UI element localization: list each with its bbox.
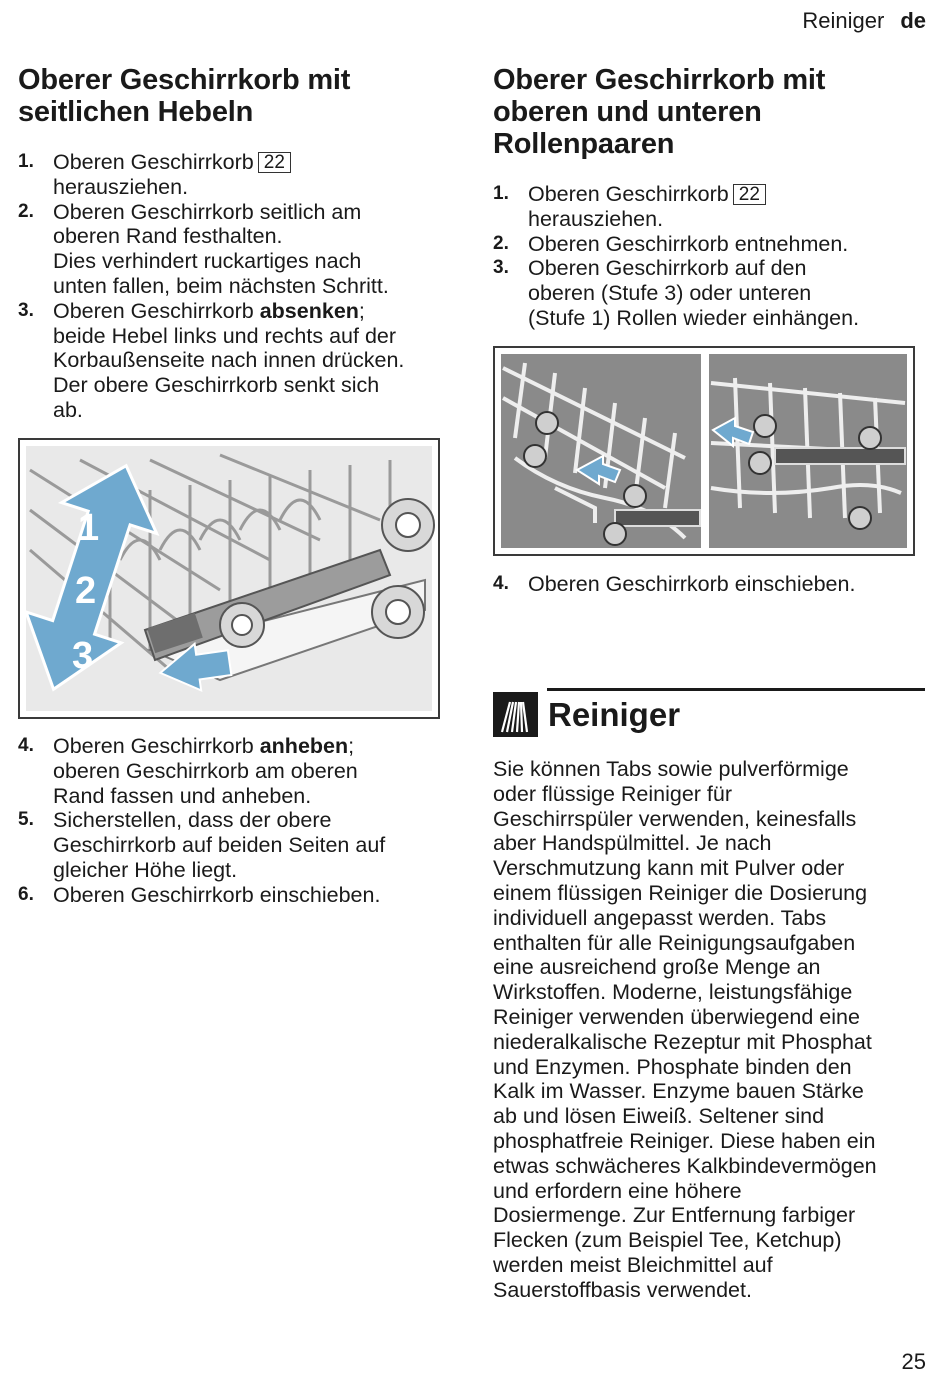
step-number: 3.: [493, 257, 509, 279]
para-line: eine ausreichend große Menge an: [493, 955, 821, 980]
para-line: ab und lösen Eiweiß. Seltener sind: [493, 1104, 825, 1129]
step-item: [18, 150, 458, 200]
step-line: herausziehen.: [528, 206, 664, 231]
step-line: (Stufe 1) Rollen wieder einhängen.: [528, 305, 860, 330]
step-line: Oberen Geschirrkorb einschieben.: [53, 882, 381, 907]
arrow-label: 2: [75, 570, 97, 612]
lever-basket-illustration: [20, 440, 438, 717]
step-number: 4.: [493, 573, 509, 594]
para-line: oder flüssige Reiniger für: [493, 781, 733, 806]
reiniger-title: Reiniger: [548, 696, 681, 733]
step-line: oberen (Stufe 3) oder unteren: [528, 281, 812, 306]
step-item: [493, 182, 933, 232]
right-title-line: Oberer Geschirrkorb mit: [493, 64, 826, 96]
left-title: [18, 64, 350, 128]
step-line: oberen Geschirrkorb am oberen: [53, 758, 358, 783]
step-line: ab.: [53, 397, 83, 422]
step-line: oberen Rand festhalten.: [53, 224, 283, 249]
step-number: 1.: [493, 183, 509, 204]
right-title-line: oberen und unteren: [493, 96, 762, 128]
step-item: [493, 572, 933, 597]
header-section: Reiniger: [802, 8, 885, 33]
para-line: und erfordern eine höhere: [493, 1178, 742, 1203]
step-line: herausziehen.: [53, 174, 189, 199]
step-text-bold: anheben: [259, 734, 349, 758]
para-line: individuell angepasst werden. Tabs: [493, 905, 827, 930]
step-line: Geschirrkorb auf beiden Seiten auf: [53, 833, 386, 858]
para-line: etwas schwächeres Kalkbindevermögen: [493, 1153, 877, 1178]
step-line: Korbaußenseite nach innen drücken.: [53, 348, 405, 373]
para-line: Reiniger verwenden überwiegend eine: [493, 1004, 860, 1029]
step-line: Oberen Geschirrkorb: [528, 182, 729, 206]
arrow-label: 1: [78, 507, 100, 549]
right-title: [493, 64, 825, 160]
reiniger-paragraph: [493, 757, 928, 1303]
para-line: Sauerstoffbasis verwendet.: [493, 1277, 752, 1302]
left-steps-b: [18, 734, 458, 908]
reference-box: 22: [258, 152, 291, 173]
step-line: gleicher Höhe liegt.: [53, 857, 238, 882]
roller-basket-figure: [493, 346, 915, 556]
step-text-post: ;: [358, 298, 365, 323]
left-steps-a: [18, 150, 458, 423]
left-title-line: Oberer Geschirrkorb mit: [18, 64, 351, 96]
step-number: 2.: [18, 200, 34, 222]
para-line: enthalten für alle Reinigungsaufgaben: [493, 930, 856, 955]
para-line: Wirkstoffen. Moderne, leistungsfähige: [493, 980, 853, 1005]
step-text-bold: absenken: [259, 298, 359, 323]
step-text-post: ;: [348, 734, 355, 758]
roller-basket-photos: [495, 348, 913, 554]
page-number: 25: [901, 1349, 926, 1374]
step-item: [493, 256, 933, 330]
step-line: Oberen Geschirrkorb entnehmen.: [528, 231, 849, 256]
para-line: Kalk im Wasser. Enzyme bauen Stärke: [493, 1079, 864, 1104]
right-steps-b: [493, 572, 933, 597]
step-number: 3.: [18, 299, 34, 321]
step-line: Oberen Geschirrkorb seitlich am: [53, 199, 362, 224]
right-title-line: Rollenpaaren: [493, 128, 675, 160]
para-line: werden meist Bleichmittel auf: [493, 1252, 773, 1277]
para-line: Dosiermenge. Zur Entfernung farbiger: [493, 1203, 856, 1228]
para-line: niederalkalische Rezeptur mit Phosphat: [493, 1029, 872, 1054]
heading-rule: [547, 688, 925, 691]
step-number: 2.: [493, 232, 509, 254]
step-item: [18, 808, 458, 882]
step-line: Oberen Geschirrkorb einschieben.: [528, 572, 856, 596]
reference-box: 22: [733, 184, 766, 205]
step-line: Oberen Geschirrkorb: [53, 150, 254, 174]
lever-basket-figure: [18, 438, 440, 719]
step-item: [493, 232, 933, 257]
right-steps-a: [493, 182, 933, 331]
para-line: Sie können Tabs sowie pulverförmige: [493, 757, 849, 781]
step-number: 1.: [18, 151, 34, 172]
step-number: 4.: [18, 735, 34, 756]
header-lang: de: [900, 8, 926, 33]
left-title-line: seitlichen Hebeln: [18, 96, 254, 128]
step-line: Dies verhindert ruckartiges nach: [53, 249, 362, 274]
step-line: Rand fassen und anheben.: [53, 783, 312, 808]
step-item: [18, 200, 458, 299]
step-item: [18, 299, 458, 423]
para-line: und Enzymen. Phosphate binden den: [493, 1054, 852, 1079]
step-text-pre: Oberen Geschirrkorb: [53, 734, 260, 758]
para-line: aber Handspülmittel. Je nach: [493, 831, 772, 856]
para-line: Flecken (zum Beispiel Tee, Ketchup): [493, 1228, 842, 1253]
para-line: phosphatfreie Reiniger. Diese haben ein: [493, 1128, 876, 1153]
step-number: 6.: [18, 883, 34, 905]
step-line: Oberen Geschirrkorb auf den: [528, 256, 807, 281]
arrow-label: 3: [72, 635, 94, 677]
step-line: Sicherstellen, dass der obere: [53, 808, 332, 833]
para-line: Geschirrspüler verwenden, keinesfalls: [493, 806, 857, 831]
para-line: Verschmutzung kann mit Pulver oder: [493, 856, 845, 881]
para-line: einem flüssigen Reiniger die Dosierung: [493, 880, 868, 905]
step-item: [18, 734, 458, 808]
detergent-icon: [493, 692, 538, 737]
running-header: [802, 8, 926, 34]
step-item: [18, 883, 458, 908]
step-number: 5.: [18, 809, 34, 831]
reiniger-heading: [493, 688, 925, 738]
step-line: unten fallen, beim nächsten Schritt.: [53, 273, 389, 298]
step-line: beide Hebel links und rechts auf der: [53, 323, 397, 348]
step-line: Der obere Geschirrkorb senkt sich: [53, 373, 380, 398]
step-text-pre: Oberen Geschirrkorb: [53, 298, 260, 323]
